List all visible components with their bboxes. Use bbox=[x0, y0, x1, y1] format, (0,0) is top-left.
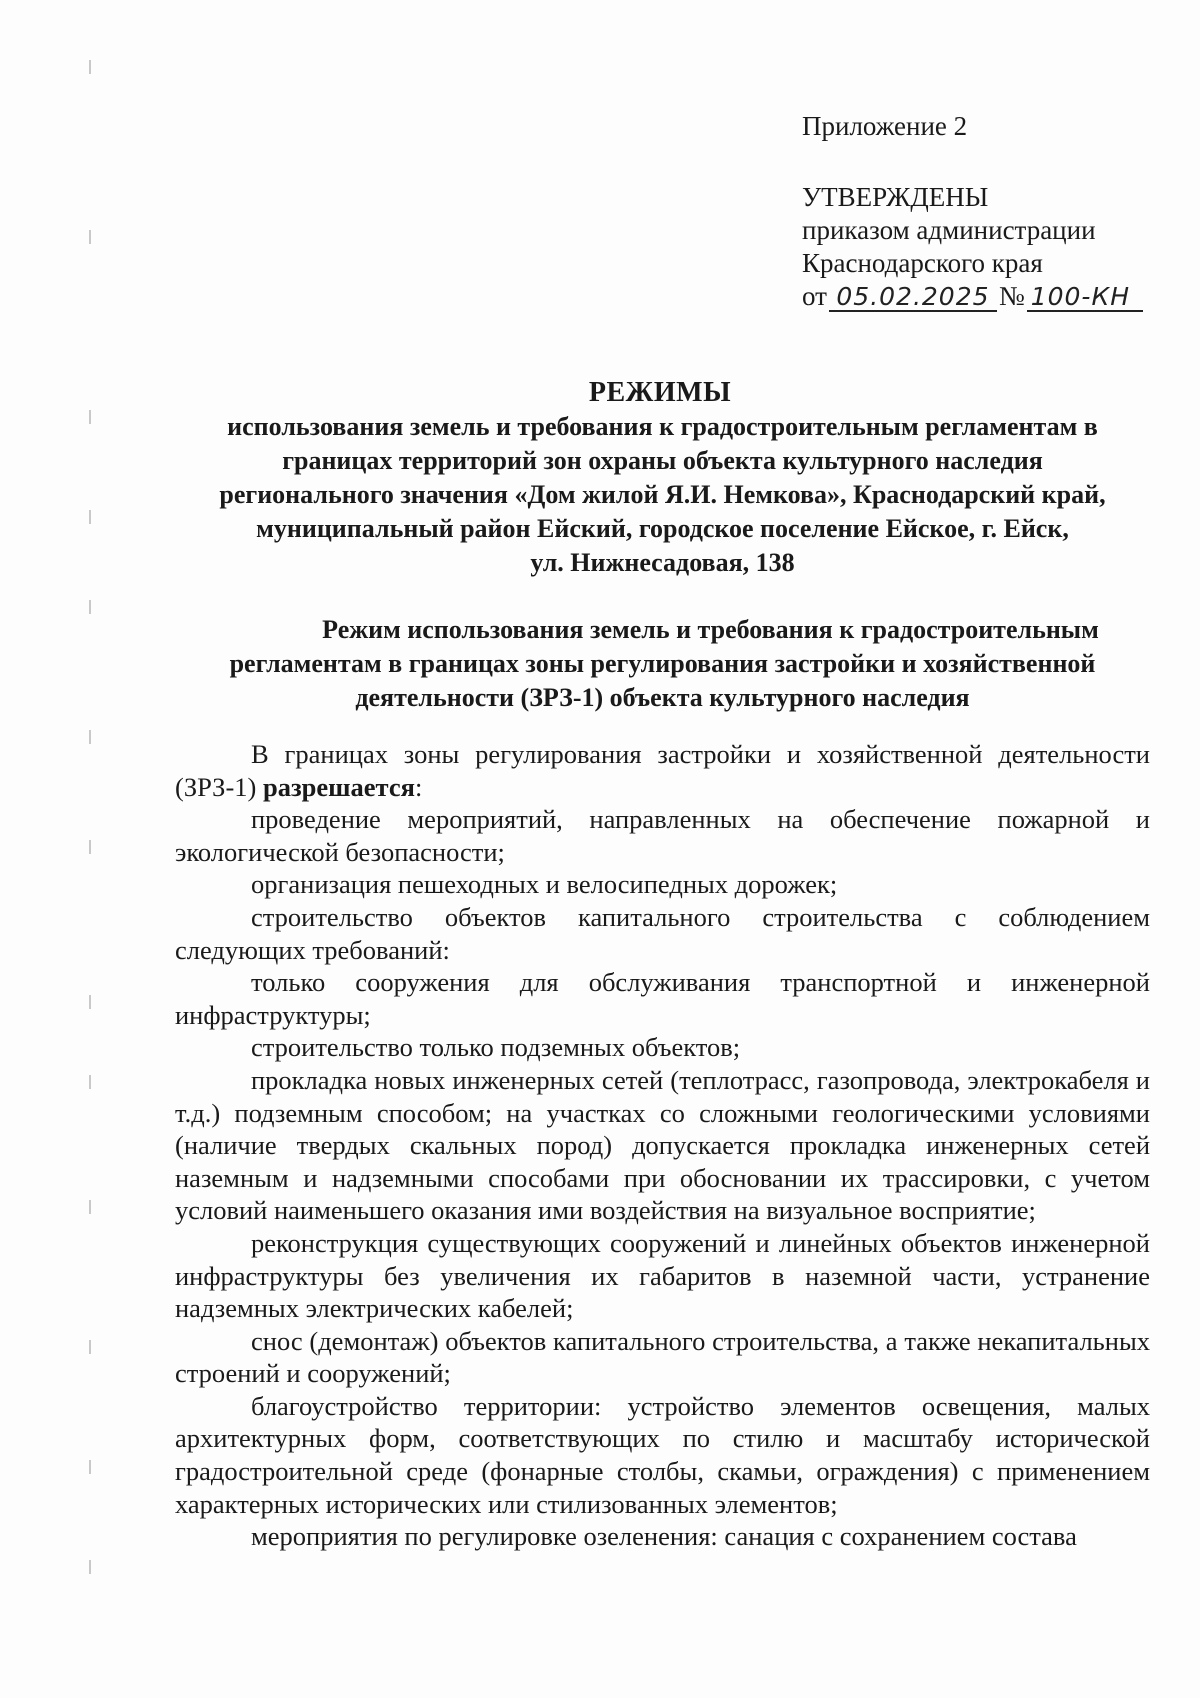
section-title-line: Режим использования земель и требования к градостроительным bbox=[322, 615, 1099, 644]
document-subtitle bbox=[175, 410, 1150, 580]
handwritten-date: 05.02.2025 bbox=[829, 284, 997, 312]
annex-label: Приложение 2 bbox=[802, 111, 968, 141]
body-paragraph: мероприятия по регулировке озеленения: санация с сохранением состава bbox=[251, 1521, 1077, 1552]
body-paragraph: прокладка новых инженерных сетей (теплотрасс, газопровода, электрокабеля и т.д.) подземным способом; на участках со сложными геологическими условиями (наличие твердых скальных пород) допускается прокладка инженерных сетей наземным и надземными способами при обосновании их трассировки, с учетом условий наименьшего оказания ими воздействия на визуальное восприятие; bbox=[175, 1064, 1150, 1226]
body-paragraph: только сооружения для обслуживания транспортной и инженерной инфраструктуры; bbox=[175, 967, 1150, 1030]
approval-date-line bbox=[802, 280, 1143, 313]
body-paragraph: реконструкция существующих сооружений и линейных объектов инженерной инфраструктуры без увеличения их габаритов в наземной части, устранение надземных электрических кабелей; bbox=[175, 1227, 1150, 1324]
section-title bbox=[175, 613, 1150, 715]
body-paragraph: проведение мероприятий, направленных на обеспечение пожарной и экологической безопасности; bbox=[175, 804, 1150, 867]
approved-label: УТВЕРЖДЕНЫ bbox=[802, 182, 989, 212]
document-title: РЕЖИМЫ bbox=[588, 377, 732, 408]
subtitle-line: муниципальный район Ейский, городское поселение Ейское, г. Ейск, bbox=[256, 514, 1069, 543]
body-paragraph: строительство объектов капитального строительства с соблюдением следующих требований: bbox=[175, 901, 1150, 965]
body-paragraph: благоустройство территории: устройство элементов освещения, малых архитектурных форм, соответствующих по стилю и масштабу исторической градостроительной среде (фонарные столбы, скамьи, ограждения) с применением характерных исторических или стилизованных элементов; bbox=[175, 1390, 1150, 1519]
intro-paragraph: В границах зоны регулирования застройки и хозяйственной деятельности (ЗРЗ-1) разрешается: bbox=[175, 739, 1150, 802]
approval-block bbox=[802, 110, 1143, 313]
subtitle-line: использования земель и требования к градостроительным регламентам в bbox=[227, 412, 1098, 441]
body-paragraph: организация пешеходных и велосипедных дорожек; bbox=[251, 869, 838, 900]
section-title-line: регламентам в границах зоны регулирования застройки и хозяйственной bbox=[229, 649, 1096, 678]
body-paragraph: строительство только подземных объектов; bbox=[251, 1032, 741, 1063]
permitted-keyword: разрешается bbox=[262, 771, 415, 802]
number-sign: № bbox=[998, 281, 1025, 311]
subtitle-line: границах территорий зон охраны объекта культурного наследия bbox=[282, 446, 1043, 475]
subtitle-line: регионального значения «Дом жилой Я.И. Немкова», Краснодарский край, bbox=[219, 480, 1106, 509]
approval-issuer-line2: Краснодарского края bbox=[802, 248, 1043, 278]
handwritten-order-number: 100-КН bbox=[1027, 284, 1143, 312]
section-title-line: деятельности (ЗРЗ-1) объекта культурного наследия bbox=[355, 683, 970, 712]
subtitle-line: ул. Нижнесадовая, 138 bbox=[530, 548, 795, 577]
date-prefix: от bbox=[802, 281, 827, 311]
document-body bbox=[175, 738, 1150, 1553]
scan-edge-marks bbox=[89, 40, 91, 1640]
body-paragraph: снос (демонтаж) объектов капитального строительства, а также некапитальных строений и сооружений; bbox=[175, 1325, 1150, 1389]
approval-issuer-line1: приказом администрации bbox=[802, 215, 1096, 245]
